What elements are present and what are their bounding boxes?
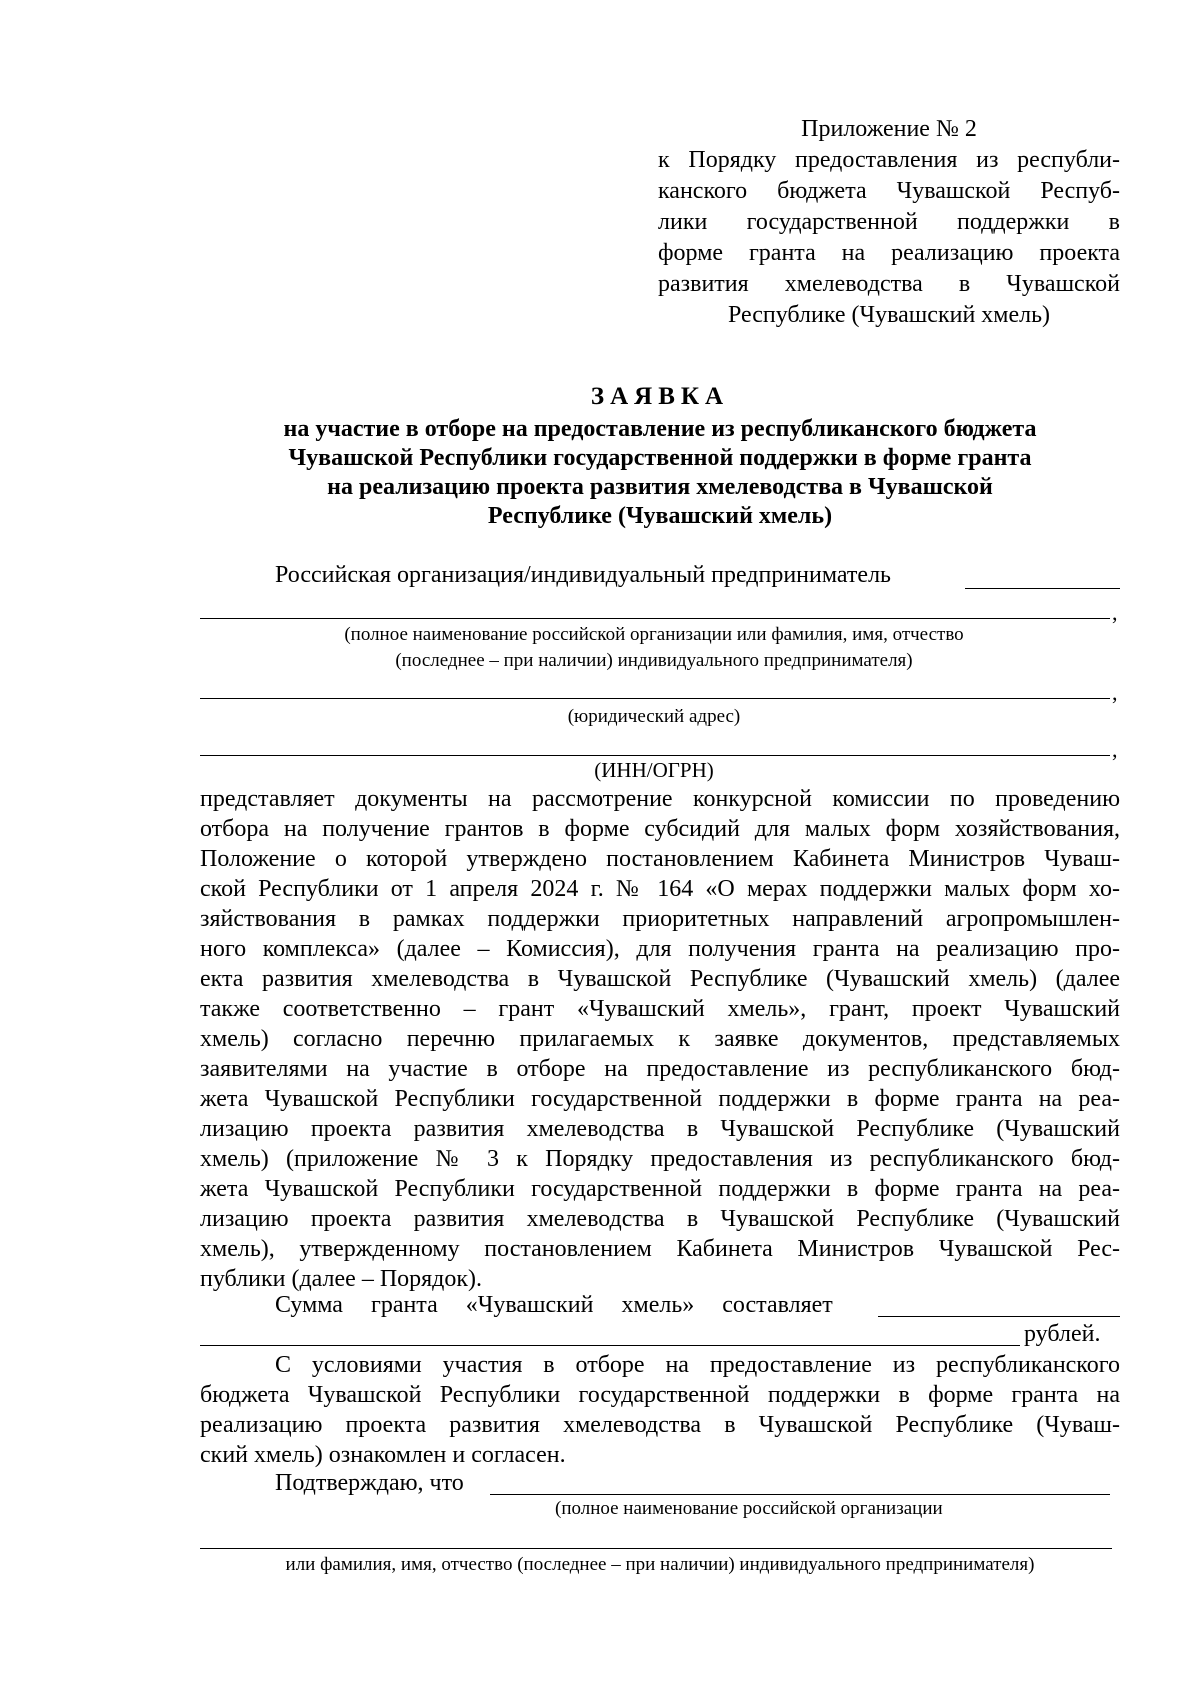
paragraph-line: бюджета Чувашской Республики государственной поддержки в форме гранта на [200,1382,1120,1408]
paragraph-line: жета Чувашской Республики государственной поддержки в форме гранта на реа- [200,1086,1120,1112]
title-subline: Чувашской Республики государственной поддержки в форме гранта [288,445,1032,471]
paragraph-line: зяйствования в рамках поддержки приоритетных направлений агропромышлен- [200,906,1120,932]
paragraph-line: екта развития хмелеводства в Чувашской Республике (Чувашский хмель) (далее [200,966,1120,992]
appendix-block [658,114,1120,331]
comma: , [1112,680,1118,705]
appendix-last-line: Республике (Чувашский хмель) [727,302,1051,328]
title-subline: на участие в отборе на предоставление из республиканского бюджета [283,416,1037,442]
confirm-name-field[interactable] [490,1494,1110,1495]
legal-address-field[interactable] [200,698,1110,699]
appendix-number: Приложение № 2 [801,116,977,142]
paragraph-line: жета Чувашской Республики государственной поддержки в форме гранта на реа- [200,1176,1120,1202]
comma: , [1112,737,1118,762]
appendix-line: канского бюджета Чувашской Респуб- [658,178,1120,204]
appendix-line: к Порядку предоставления из республи- [658,147,1120,173]
paragraph-last-line: публики (далее – Порядок). [200,1266,483,1292]
paragraph-line: С условиями участия в отборе на предоставление из республиканского [275,1352,1120,1378]
applicant-name-caption: (последнее – при наличии) индивидуального предпринимателя) [395,650,913,671]
grant-sum-field[interactable] [878,1316,1120,1317]
paragraph-line: лизацию проекта развития хмелеводства в Чувашской Республике (Чувашский [200,1116,1120,1142]
document-title: ЗАЯВКА [590,383,730,410]
paragraph-line: также соответственно – грант «Чувашский хмель», грант, проект Чувашский [200,996,1120,1022]
paragraph-line: отбора на получение грантов в форме субсидий для малых форм хозяйствования, [200,816,1120,842]
sum-word: «Чувашский [465,1292,594,1318]
confirm-caption: или фамилия, имя, отчество (последнее – при наличии) индивидуального предпринимателя) [285,1554,1035,1575]
appendix-line: форме гранта на реализацию проекта [658,240,1120,266]
paragraph-line: ного комплекса» (далее – Комиссия), для получения гранта на реализацию про- [200,936,1120,962]
inn-ogrn-caption: (ИНН/ОГРН) [594,758,714,782]
paragraph-last-line: ский хмель) ознакомлен и согласен. [200,1442,566,1468]
paragraph-line: представляет документы на рассмотрение конкурсной комиссии по проведению [200,786,1120,812]
title-subline: Республике (Чувашский хмель) [487,503,833,529]
appendix-line: лики государственной поддержки в [658,209,1120,235]
main-paragraph [200,784,1120,1294]
paragraph-line: реализацию проекта развития хмелеводства в Чувашской Республике (Чуваш- [200,1412,1120,1438]
comma: , [1112,600,1118,625]
paragraph-line: заявителями на участие в отборе на предоставление из республиканского бюд- [200,1056,1120,1082]
sum-word: составляет [722,1292,833,1318]
paragraph-line: хмель) (приложение № 3 к Порядку предоставления из республиканского бюд- [200,1146,1120,1172]
applicant-label: Российская организация/индивидуальный предприниматель [275,562,891,588]
grant-sum-row [275,1290,833,1320]
applicant-short-field[interactable] [965,588,1120,589]
paragraph-line: лизацию проекта развития хмелеводства в Чувашской Республике (Чувашский [200,1206,1120,1232]
paragraph-line: Положение о которой утверждено постановлением Кабинета Министров Чуваш- [200,846,1120,872]
applicant-name-field[interactable] [200,618,1110,619]
appendix-line: развития хмелеводства в Чувашской [658,271,1120,297]
paragraph-line: хмель), утвержденному постановлением Кабинета Министров Чувашской Рес- [200,1236,1120,1262]
paragraph-line: хмель) согласно перечню прилагаемых к заявке документов, представляемых [200,1026,1120,1052]
conditions-paragraph [200,1350,1120,1470]
sum-word: гранта [370,1292,438,1318]
confirm-name-field-2[interactable] [200,1548,1112,1549]
title-subline: на реализацию проекта развития хмелеводства в Чувашской [327,474,993,500]
confirm-caption: (полное наименование российской организации [555,1498,943,1519]
applicant-name-caption: (полное наименование российской организации или фамилия, имя, отчество [344,624,964,645]
sum-word: хмель» [621,1292,695,1318]
sum-word: Сумма [275,1292,343,1318]
paragraph-line: ской Республики от 1 апреля 2024 г. № 164 «О мерах поддержки малых форм хо- [200,876,1120,902]
inn-ogrn-field[interactable] [200,755,1110,756]
rubles-label: рублей. [1024,1321,1101,1347]
confirm-label: Подтверждаю, что [275,1470,464,1496]
grant-sum-words-field[interactable] [200,1345,1020,1346]
legal-address-caption: (юридический адрес) [567,706,741,727]
